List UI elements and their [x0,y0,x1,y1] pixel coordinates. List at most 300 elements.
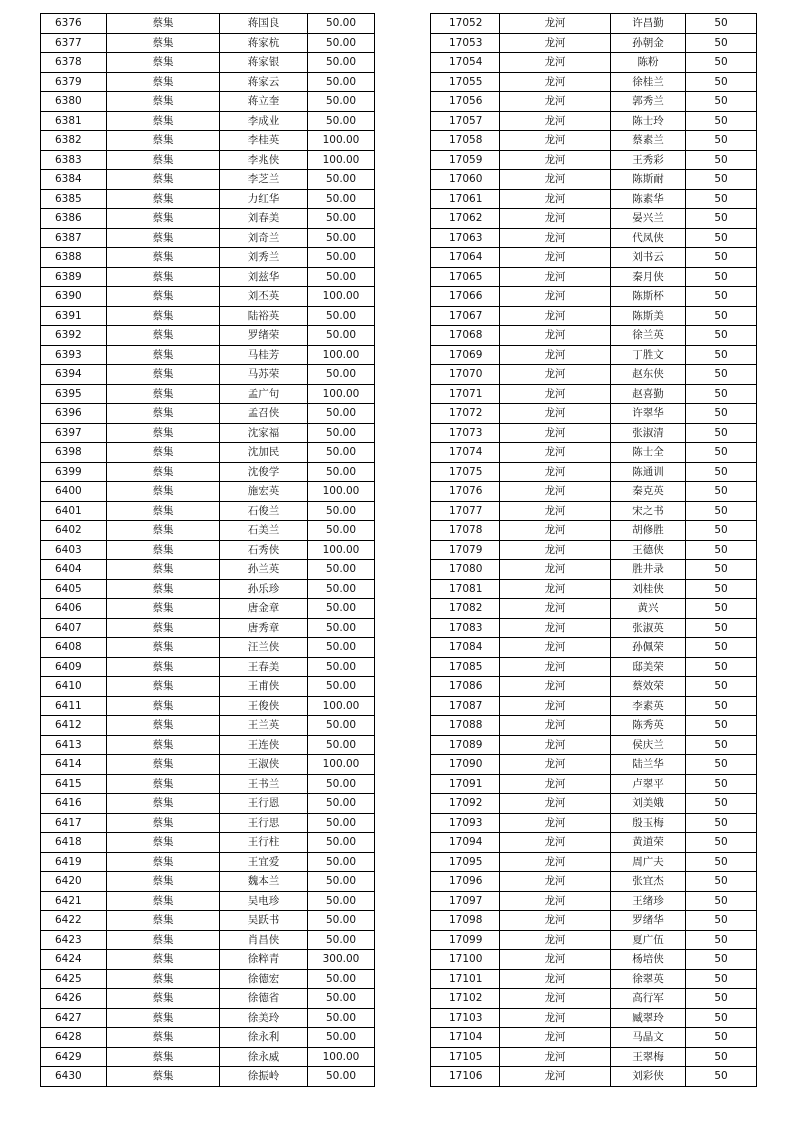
id-cell: 17104 [431,1028,500,1048]
amount-cell: 50 [686,150,757,170]
name-cell: 沈加民 [220,443,308,463]
name-cell: 蔡效荣 [611,677,686,697]
id-cell: 17064 [431,248,500,268]
name-cell: 徐振岭 [220,1067,308,1087]
table-row [431,1047,757,1067]
id-cell: 17069 [431,345,500,365]
name-cell: 王行恩 [220,794,308,814]
table-row [431,872,757,892]
table-row [41,599,375,619]
amount-cell: 50 [686,423,757,443]
village-cell: 龙河 [500,560,611,580]
village-cell: 蔡集 [107,911,220,931]
table-row [41,482,375,502]
id-cell: 6398 [41,443,107,463]
village-cell: 龙河 [500,638,611,658]
id-cell: 6388 [41,248,107,268]
id-cell: 6384 [41,170,107,190]
amount-cell: 50 [686,1047,757,1067]
amount-cell: 50 [686,443,757,463]
name-cell: 周广夫 [611,852,686,872]
id-cell: 6386 [41,209,107,229]
table-row [41,462,375,482]
name-cell: 高行军 [611,989,686,1009]
village-cell: 蔡集 [107,248,220,268]
amount-cell: 50 [686,911,757,931]
left-table [40,13,375,1087]
amount-cell: 50.00 [308,911,375,931]
village-cell: 龙河 [500,501,611,521]
village-cell: 蔡集 [107,969,220,989]
amount-cell: 50 [686,794,757,814]
village-cell: 蔡集 [107,150,220,170]
village-cell: 龙河 [500,579,611,599]
name-cell: 徐粹青 [220,950,308,970]
amount-cell: 50.00 [308,813,375,833]
village-cell: 龙河 [500,872,611,892]
name-cell: 徐美玲 [220,1008,308,1028]
amount-cell: 50 [686,287,757,307]
village-cell: 蔡集 [107,638,220,658]
id-cell: 6415 [41,774,107,794]
village-cell: 龙河 [500,813,611,833]
id-cell: 6400 [41,482,107,502]
id-cell: 17089 [431,735,500,755]
village-cell: 龙河 [500,248,611,268]
village-cell: 龙河 [500,189,611,209]
village-cell: 蔡集 [107,794,220,814]
village-cell: 龙河 [500,170,611,190]
name-cell: 夏广伍 [611,930,686,950]
table-row [431,735,757,755]
id-cell: 6380 [41,92,107,112]
name-cell: 李素英 [611,696,686,716]
table-row [431,696,757,716]
name-cell: 李芝兰 [220,170,308,190]
table-row [41,72,375,92]
amount-cell: 50 [686,92,757,112]
table-row [41,131,375,151]
id-cell: 6411 [41,696,107,716]
table-row [41,950,375,970]
amount-cell: 50 [686,365,757,385]
id-cell: 17058 [431,131,500,151]
right-table [430,13,757,1087]
id-cell: 6423 [41,930,107,950]
id-cell: 6425 [41,969,107,989]
village-cell: 龙河 [500,677,611,697]
name-cell: 秦克英 [611,482,686,502]
id-cell: 6407 [41,618,107,638]
amount-cell: 50 [686,774,757,794]
amount-cell: 100.00 [308,345,375,365]
name-cell: 蒋家云 [220,72,308,92]
amount-cell: 50.00 [308,111,375,131]
amount-cell: 50.00 [308,618,375,638]
amount-cell: 50 [686,1008,757,1028]
amount-cell: 50.00 [308,228,375,248]
name-cell: 力红华 [220,189,308,209]
name-cell: 刘秀兰 [220,248,308,268]
village-cell: 蔡集 [107,1067,220,1087]
id-cell: 17100 [431,950,500,970]
name-cell: 蒋立奎 [220,92,308,112]
id-cell: 6405 [41,579,107,599]
village-cell: 蔡集 [107,72,220,92]
name-cell: 徐永利 [220,1028,308,1048]
name-cell: 赵东侠 [611,365,686,385]
table-row [431,755,757,775]
village-cell: 蔡集 [107,774,220,794]
table-row [41,560,375,580]
id-cell: 17083 [431,618,500,638]
table-row [431,326,757,346]
amount-cell: 50 [686,462,757,482]
village-cell: 龙河 [500,14,611,34]
village-cell: 蔡集 [107,482,220,502]
amount-cell: 50 [686,989,757,1009]
amount-cell: 50.00 [308,872,375,892]
amount-cell: 50 [686,560,757,580]
amount-cell: 50 [686,72,757,92]
id-cell: 17099 [431,930,500,950]
amount-cell: 50.00 [308,579,375,599]
amount-cell: 50 [686,14,757,34]
table-row [41,1067,375,1087]
amount-cell: 100.00 [308,131,375,151]
name-cell: 刘书云 [611,248,686,268]
amount-cell: 50.00 [308,306,375,326]
amount-cell: 50.00 [308,891,375,911]
village-cell: 龙河 [500,794,611,814]
id-cell: 6422 [41,911,107,931]
id-cell: 6395 [41,384,107,404]
id-cell: 17080 [431,560,500,580]
village-cell: 蔡集 [107,404,220,424]
name-cell: 张淑清 [611,423,686,443]
id-cell: 6404 [41,560,107,580]
amount-cell: 50 [686,950,757,970]
village-cell: 蔡集 [107,423,220,443]
table-row [41,365,375,385]
village-cell: 龙河 [500,287,611,307]
village-cell: 龙河 [500,852,611,872]
village-cell: 蔡集 [107,326,220,346]
table-row [431,33,757,53]
village-cell: 龙河 [500,1008,611,1028]
name-cell: 黄道荣 [611,833,686,853]
name-cell: 吴跃书 [220,911,308,931]
amount-cell: 50 [686,930,757,950]
table-row [431,423,757,443]
amount-cell: 50 [686,618,757,638]
amount-cell: 50 [686,189,757,209]
table-row [431,53,757,73]
amount-cell: 50 [686,521,757,541]
id-cell: 17054 [431,53,500,73]
id-cell: 17062 [431,209,500,229]
village-cell: 龙河 [500,891,611,911]
village-cell: 龙河 [500,930,611,950]
name-cell: 秦月侠 [611,267,686,287]
id-cell: 6397 [41,423,107,443]
table-row [431,267,757,287]
table-row [431,540,757,560]
name-cell: 魏本兰 [220,872,308,892]
name-cell: 王淑侠 [220,755,308,775]
id-cell: 17070 [431,365,500,385]
name-cell: 王春美 [220,657,308,677]
name-cell: 马晶文 [611,1028,686,1048]
id-cell: 6377 [41,33,107,53]
amount-cell: 50.00 [308,735,375,755]
table-row [41,170,375,190]
amount-cell: 50.00 [308,930,375,950]
name-cell: 王兰英 [220,716,308,736]
table-row [431,1008,757,1028]
amount-cell: 50.00 [308,92,375,112]
name-cell: 蒋家杭 [220,33,308,53]
table-row [431,579,757,599]
amount-cell: 50.00 [308,657,375,677]
village-cell: 蔡集 [107,618,220,638]
name-cell: 刘兹华 [220,267,308,287]
amount-cell: 50 [686,131,757,151]
id-cell: 17082 [431,599,500,619]
name-cell: 宋之书 [611,501,686,521]
name-cell: 孟召侠 [220,404,308,424]
name-cell: 徐德省 [220,989,308,1009]
table-row [41,209,375,229]
name-cell: 晏兴兰 [611,209,686,229]
name-cell: 王德侠 [611,540,686,560]
name-cell: 代凤侠 [611,228,686,248]
village-cell: 蔡集 [107,267,220,287]
amount-cell: 50 [686,53,757,73]
id-cell: 6420 [41,872,107,892]
name-cell: 胡修胜 [611,521,686,541]
amount-cell: 50.00 [308,638,375,658]
id-cell: 6429 [41,1047,107,1067]
table-row [41,833,375,853]
name-cell: 刘春美 [220,209,308,229]
village-cell: 蔡集 [107,833,220,853]
name-cell: 石俊兰 [220,501,308,521]
id-cell: 6393 [41,345,107,365]
table-row [41,1047,375,1067]
id-cell: 17056 [431,92,500,112]
village-cell: 蔡集 [107,1008,220,1028]
village-cell: 蔡集 [107,677,220,697]
table-row [41,774,375,794]
id-cell: 6399 [41,462,107,482]
amount-cell: 50.00 [308,365,375,385]
village-cell: 蔡集 [107,345,220,365]
id-cell: 17087 [431,696,500,716]
id-cell: 17079 [431,540,500,560]
table-row [431,131,757,151]
name-cell: 陈士玲 [611,111,686,131]
amount-cell: 50 [686,969,757,989]
table-row [41,716,375,736]
amount-cell: 100.00 [308,540,375,560]
id-cell: 17102 [431,989,500,1009]
village-cell: 蔡集 [107,1028,220,1048]
amount-cell: 50.00 [308,599,375,619]
id-cell: 17077 [431,501,500,521]
id-cell: 6381 [41,111,107,131]
name-cell: 陆裕英 [220,306,308,326]
village-cell: 龙河 [500,228,611,248]
id-cell: 6394 [41,365,107,385]
name-cell: 王翠梅 [611,1047,686,1067]
table-row [431,911,757,931]
amount-cell: 50 [686,209,757,229]
amount-cell: 50 [686,755,757,775]
name-cell: 王书兰 [220,774,308,794]
amount-cell: 50 [686,384,757,404]
name-cell: 孙朝金 [611,33,686,53]
table-row [431,930,757,950]
id-cell: 6408 [41,638,107,658]
amount-cell: 50.00 [308,677,375,697]
id-cell: 6376 [41,14,107,34]
name-cell: 肖昌侠 [220,930,308,950]
village-cell: 龙河 [500,1067,611,1087]
id-cell: 17084 [431,638,500,658]
table-row [431,189,757,209]
village-cell: 龙河 [500,735,611,755]
village-cell: 蔡集 [107,735,220,755]
amount-cell: 50 [686,540,757,560]
village-cell: 龙河 [500,92,611,112]
amount-cell: 50.00 [308,209,375,229]
name-cell: 李成业 [220,111,308,131]
amount-cell: 100.00 [308,755,375,775]
table-row [41,326,375,346]
amount-cell: 50 [686,599,757,619]
table-row [431,482,757,502]
amount-cell: 100.00 [308,1047,375,1067]
table-row [41,306,375,326]
table-row [41,579,375,599]
name-cell: 殷玉梅 [611,813,686,833]
table-row [431,521,757,541]
table-row [431,248,757,268]
id-cell: 17066 [431,287,500,307]
id-cell: 6392 [41,326,107,346]
name-cell: 徐德宏 [220,969,308,989]
name-cell: 侯庆兰 [611,735,686,755]
id-cell: 17074 [431,443,500,463]
id-cell: 6403 [41,540,107,560]
village-cell: 蔡集 [107,287,220,307]
village-cell: 蔡集 [107,14,220,34]
id-cell: 6391 [41,306,107,326]
name-cell: 石秀侠 [220,540,308,560]
amount-cell: 50 [686,696,757,716]
village-cell: 蔡集 [107,696,220,716]
amount-cell: 50 [686,345,757,365]
id-cell: 6383 [41,150,107,170]
table-row [41,150,375,170]
id-cell: 17081 [431,579,500,599]
id-cell: 17103 [431,1008,500,1028]
village-cell: 龙河 [500,833,611,853]
id-cell: 17097 [431,891,500,911]
name-cell: 王秀彩 [611,150,686,170]
village-cell: 龙河 [500,267,611,287]
id-cell: 17091 [431,774,500,794]
id-cell: 17075 [431,462,500,482]
id-cell: 6416 [41,794,107,814]
id-cell: 6402 [41,521,107,541]
table-row [41,969,375,989]
name-cell: 刘桂侠 [611,579,686,599]
village-cell: 蔡集 [107,209,220,229]
table-row [431,833,757,853]
amount-cell: 50.00 [308,404,375,424]
name-cell: 王行柱 [220,833,308,853]
id-cell: 6410 [41,677,107,697]
id-cell: 17092 [431,794,500,814]
name-cell: 吴电珍 [220,891,308,911]
amount-cell: 50.00 [308,1008,375,1028]
id-cell: 6378 [41,53,107,73]
id-cell: 17061 [431,189,500,209]
table-row [41,404,375,424]
id-cell: 6427 [41,1008,107,1028]
amount-cell: 50.00 [308,560,375,580]
table-row [431,72,757,92]
name-cell: 罗绪华 [611,911,686,931]
amount-cell: 50 [686,677,757,697]
name-cell: 陈斯耐 [611,170,686,190]
table-row [431,443,757,463]
name-cell: 马苏荣 [220,365,308,385]
name-cell: 陈秀英 [611,716,686,736]
name-cell: 刘奇兰 [220,228,308,248]
village-cell: 龙河 [500,1028,611,1048]
amount-cell: 50 [686,852,757,872]
table-row [41,345,375,365]
village-cell: 龙河 [500,1047,611,1067]
table-row [431,1028,757,1048]
village-cell: 龙河 [500,774,611,794]
amount-cell: 50 [686,111,757,131]
table-row [41,989,375,1009]
amount-cell: 50 [686,657,757,677]
amount-cell: 50.00 [308,14,375,34]
table-row [431,969,757,989]
amount-cell: 50.00 [308,462,375,482]
village-cell: 蔡集 [107,111,220,131]
id-cell: 6385 [41,189,107,209]
table-row [41,872,375,892]
village-cell: 蔡集 [107,540,220,560]
table-row [431,462,757,482]
village-cell: 龙河 [500,72,611,92]
amount-cell: 50 [686,638,757,658]
village-cell: 蔡集 [107,521,220,541]
amount-cell: 100.00 [308,384,375,404]
id-cell: 6396 [41,404,107,424]
id-cell: 17067 [431,306,500,326]
id-cell: 6401 [41,501,107,521]
table-row [431,306,757,326]
name-cell: 张宜杰 [611,872,686,892]
amount-cell: 50 [686,735,757,755]
